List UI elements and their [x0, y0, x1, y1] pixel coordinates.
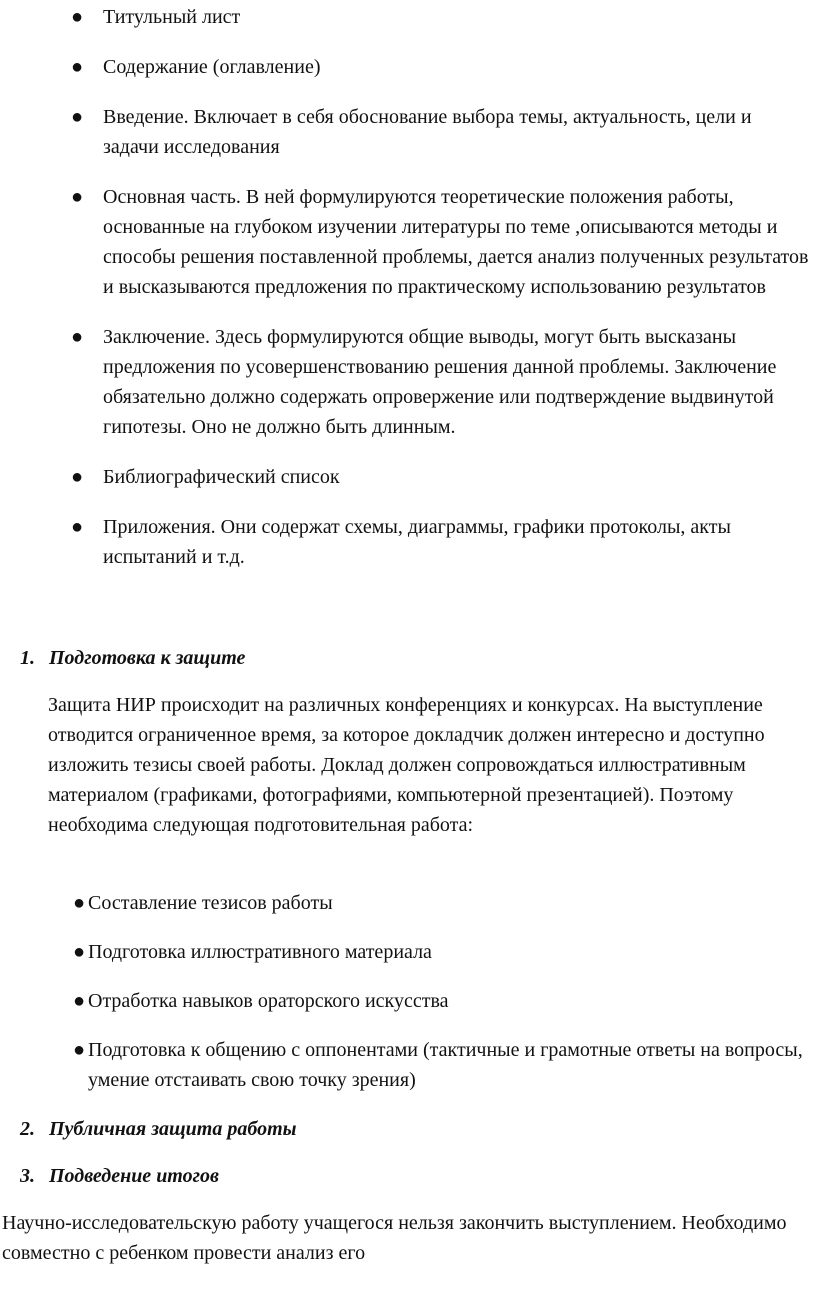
section-number: 2. [20, 1118, 35, 1140]
section-title: Подведение итогов [49, 1165, 219, 1187]
preparation-list [73, 888, 813, 1114]
list-item [71, 52, 809, 82]
list-item [73, 1035, 813, 1095]
list-item [71, 2, 809, 32]
list-item-text: Титульный лист [103, 6, 241, 28]
list-item-text: Подготовка к общению с оппонентами (тактичные и грамотные ответы на вопросы, умение отстаивать свою точку зрения) [88, 1039, 803, 1091]
bullet-icon: ● [71, 6, 84, 28]
closing-paragraph: Научно-исследовательскую работу учащегося нельзя закончить выступлением. Необходимо совместно с ребенком провести анализ его [2, 1212, 787, 1264]
list-item-text: Составление тезисов работы [88, 892, 333, 914]
section-title: Публичная защита работы [49, 1118, 297, 1140]
list-item-text: Подготовка иллюстративного материала [88, 941, 432, 963]
list-item [71, 462, 809, 492]
list-item-text: Приложения. Они содержат схемы, диаграммы, графики протоколы, акты испытаний и т.д. [103, 516, 731, 568]
list-item [73, 986, 813, 1016]
section-paragraph: Защита НИР происходит на различных конференциях и конкурсах. На выступление отводится ограниченное время, за которое докладчик должен интересно и доступно изложить тезисы своей работы. Доклад должен сопровождаться иллюстративным материалом (графиками, фотографиями, компьютерной презентацией). Поэтому необходима следующая подготовительная работа: [48, 694, 765, 836]
list-item [71, 102, 809, 162]
section-heading [20, 1161, 219, 1191]
bullet-icon: ● [73, 1039, 86, 1061]
bullet-icon: ● [73, 941, 86, 963]
list-item [71, 322, 809, 442]
section-heading [20, 643, 245, 673]
bullet-icon: ● [73, 990, 86, 1012]
section-heading [20, 1114, 297, 1144]
section-number: 1. [20, 647, 35, 669]
list-item-text: Заключение. Здесь формулируются общие выводы, могут быть высказаны предложения по усовершенствованию решения данной проблемы. Заключение обязательно должно содержать опровержение или подтверждение выдвинутой гипотезы. Оно не должно быть длинным. [103, 326, 777, 438]
bullet-icon: ● [71, 56, 84, 78]
structure-list [71, 2, 809, 592]
bullet-icon: ● [73, 892, 86, 914]
list-item-text: Отработка навыков ораторского искусства [88, 990, 449, 1012]
section-title: Подготовка к защите [49, 647, 246, 669]
bullet-icon: ● [71, 516, 84, 538]
bullet-icon: ● [71, 106, 84, 128]
bullet-icon: ● [71, 326, 84, 348]
list-item [71, 182, 809, 302]
list-item [71, 512, 809, 572]
list-item [73, 888, 813, 918]
list-item-text: Основная часть. В ней формулируются теоретические положения работы, основанные на глубоком изучении литературы по теме ,описываются методы и способы решения поставленной проблемы, дается анализ полученных результатов и высказываются предложения по практическому использованию результатов [103, 186, 809, 298]
list-item-text: Библиографический список [103, 466, 340, 488]
bullet-icon: ● [71, 466, 84, 488]
list-item [73, 937, 813, 967]
section-number: 3. [20, 1165, 35, 1187]
bullet-icon: ● [71, 186, 84, 208]
list-item-text: Введение. Включает в себя обоснование выбора темы, актуальность, цели и задачи исследования [103, 106, 752, 158]
list-item-text: Содержание (оглавление) [103, 56, 321, 78]
